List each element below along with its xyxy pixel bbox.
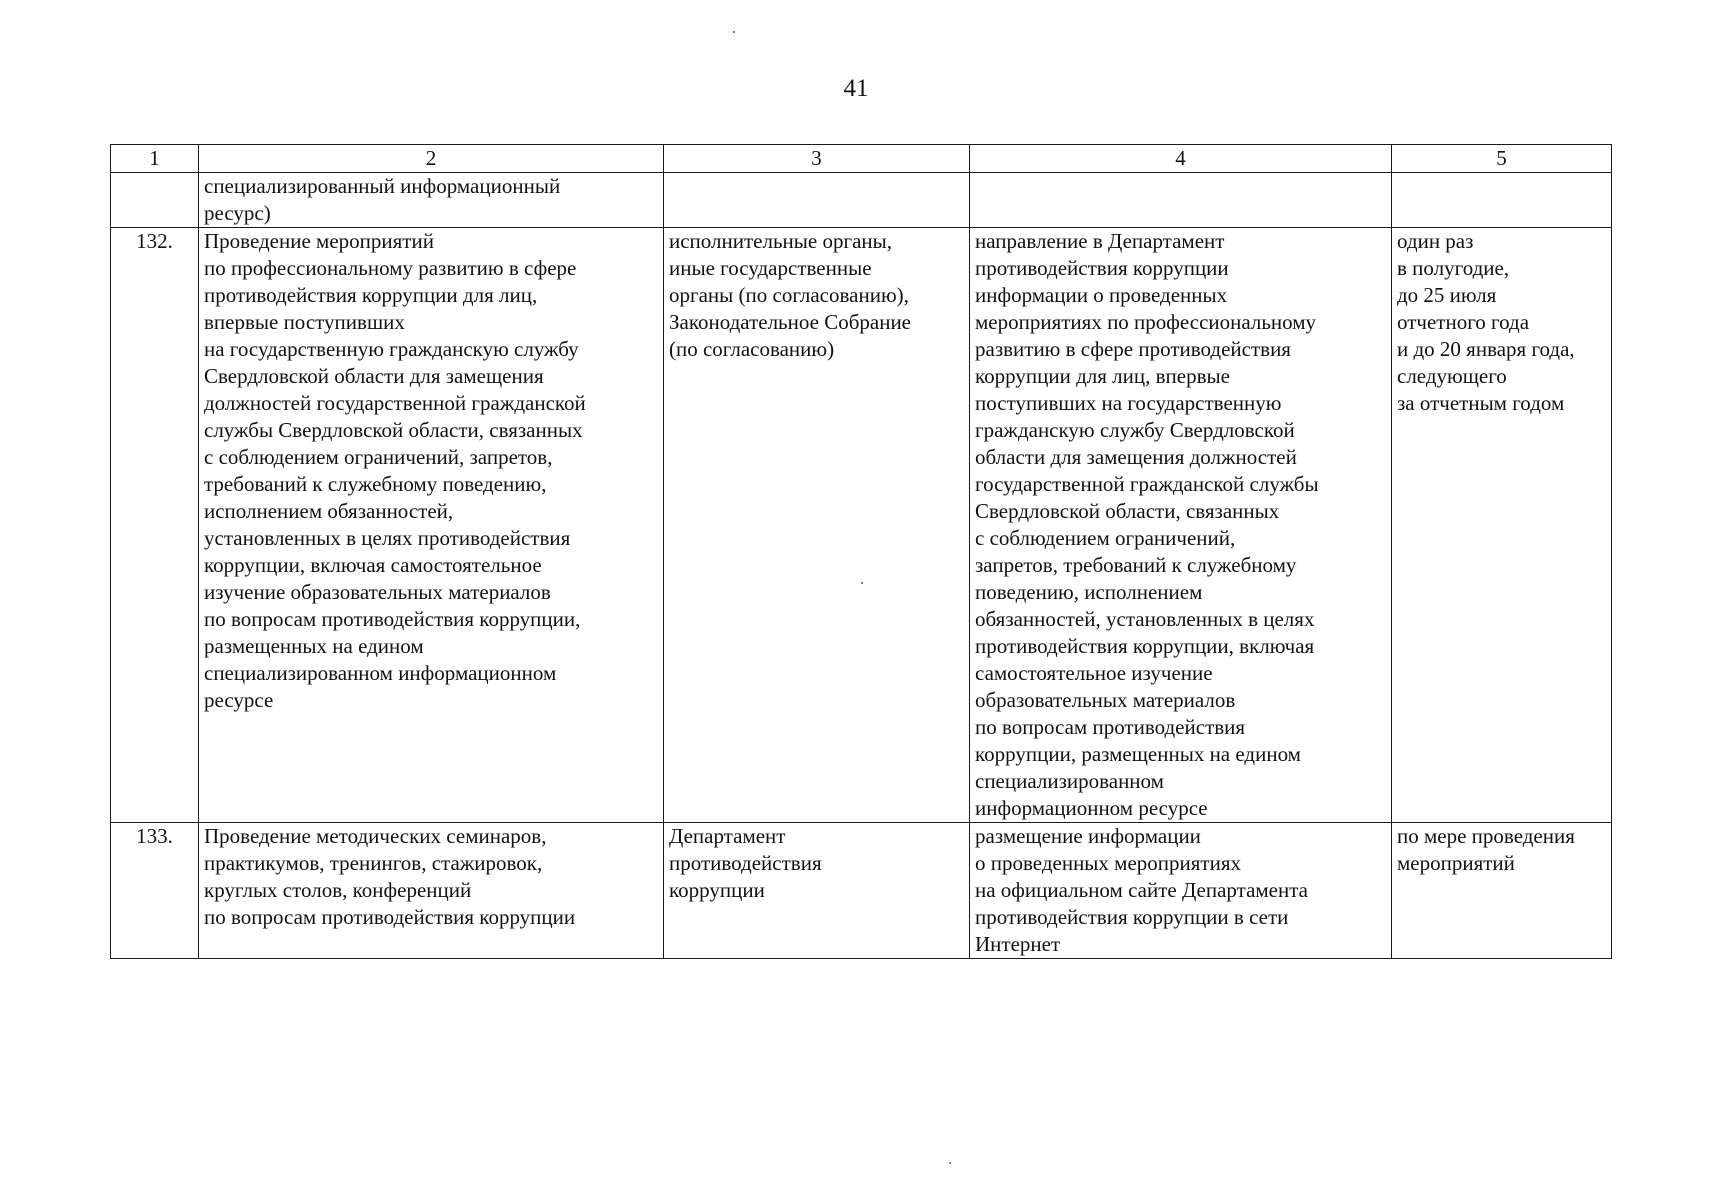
deadline-cell	[1392, 228, 1612, 823]
table-row	[111, 823, 1612, 959]
executor-cell	[664, 228, 970, 823]
plan-table	[110, 144, 1612, 959]
row-number-cell	[111, 823, 199, 959]
scan-speck	[861, 582, 863, 584]
table-row	[111, 173, 1612, 228]
header-cell-4: 4	[970, 145, 1392, 173]
deadline-cell	[1392, 823, 1612, 959]
result-cell	[970, 823, 1392, 959]
result-text: размещение информации о проведенных мероприятиях на официальном сайте Департамента противодействия коррупции в сети Интернет	[975, 824, 1308, 956]
executor-text: исполнительные органы, иные государственные органы (по согласованию), Законодательное Собрание (по согласованию)	[669, 229, 912, 361]
executor-text: Департамент противодействия коррупции	[669, 824, 822, 902]
header-cell-1: 1	[111, 145, 199, 173]
table-header-row	[111, 145, 1612, 173]
measure-cell	[199, 173, 664, 228]
row-number-cell	[111, 228, 199, 823]
executor-cell	[664, 173, 970, 228]
row-number: 132.	[136, 229, 173, 253]
measure-text: Проведение методических семинаров, практикумов, тренингов, стажировок, круглых столов, конференций по вопросам противодействия коррупции	[204, 824, 576, 929]
result-cell	[970, 228, 1392, 823]
row-number-cell	[111, 173, 199, 228]
measure-cell	[199, 228, 664, 823]
result-cell	[970, 173, 1392, 228]
scan-speck	[733, 31, 735, 33]
page-number: 41	[843, 75, 869, 102]
table-row	[111, 228, 1612, 823]
scan-speck	[949, 1162, 951, 1164]
header-cell-2: 2	[199, 145, 664, 173]
header-cell-3: 3	[664, 145, 970, 173]
measure-text: Проведение мероприятий по профессиональному развитию в сфере противодействия коррупции для лиц, впервые поступивших на государственную гражданскую службу Свердловской области для замещения должностей государственной гражданской службы Свердловской области, связанных с соблюдением ограничений, запретов, требований к служебному поведению, исполнением обязанностей, установленных в целях противодействия коррупции, включая самостоятельное изучение образовательных материалов по вопросам противодействия коррупции, размещенных на едином специализированном информационном ресурсе	[204, 229, 586, 712]
result-text: направление в Департамент противодействия коррупции информации о проведенных мероприятиях по профессиональному развитию в сфере противодействия коррупции для лиц, впервые поступивших на государственную гражданскую службу Свердловской области для замещения должностей государственной гражданской службы Свердловской области, связанных с соблюдением ограничений, запретов, требований к служебному поведению, исполнением обязанностей, установленных в целях противодействия коррупции, включая самостоятельное изучение образовательных материалов по вопросам противодействия коррупции, размещенных на едином специализированном информационном ресурсе	[975, 229, 1319, 820]
executor-cell	[664, 823, 970, 959]
row-number: 133.	[136, 824, 173, 848]
deadline-cell	[1392, 173, 1612, 228]
deadline-text: по мере проведения мероприятий	[1397, 824, 1575, 875]
measure-text: специализированный информационный ресурс)	[204, 174, 561, 225]
header-cell-5: 5	[1392, 145, 1612, 173]
measure-cell	[199, 823, 664, 959]
deadline-text: один раз в полугодие, до 25 июля отчетного года и до 20 января года, следующего за отчетным годом	[1397, 229, 1575, 415]
